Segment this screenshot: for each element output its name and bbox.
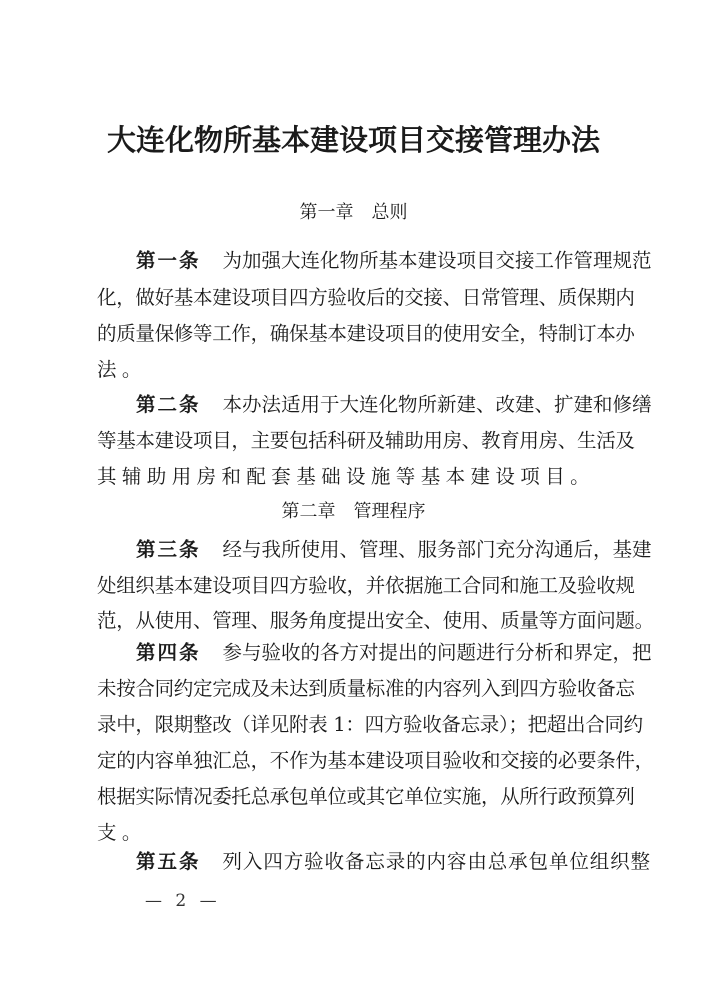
article-label: 第五条 — [136, 850, 201, 873]
article-4-line-2: 未按合同约定完成及未达到质量标准的内容列入到四方验收备忘 — [97, 677, 635, 700]
chapter-heading-1: 第一章 总则 — [299, 202, 408, 223]
article-4-line-4: 定的内容单独汇总，不作为基本建设项目验收和交接的必要条件， — [97, 749, 654, 772]
article-2-line-2: 等基本建设项目，主要包括科研及辅助用房、教育用房、生活及 — [97, 429, 635, 452]
article-4-line-1 — [136, 640, 656, 666]
article-label: 第一条 — [136, 249, 201, 272]
article-text: 列入四方验收备忘录的内容由总承包单位组织整 — [222, 850, 651, 873]
article-1-line-1 — [136, 248, 656, 274]
article-1-line-2: 化，做好基本建设项目四方验收后的交接、日常管理、质保期内 — [97, 286, 635, 309]
article-5-line-1 — [136, 849, 656, 875]
article-4-line-6: 支。 — [97, 821, 147, 844]
article-label: 第四条 — [136, 641, 201, 664]
article-label: 第二条 — [136, 393, 201, 416]
article-1-line-4: 法。 — [97, 358, 147, 381]
article-text: 参与验收的各方对提出的问题进行分析和界定，把 — [222, 641, 652, 664]
article-text: 为加强大连化物所基本建设项目交接工作管理规范 — [222, 249, 652, 272]
article-2-line-1 — [136, 392, 656, 418]
article-4-line-5: 根据实际情况委托总承包单位或其它单位实施，从所行政预算列 — [97, 785, 635, 808]
chapter-heading-2: 第二章 管理程序 — [281, 501, 426, 522]
article-text: 经与我所使用、管理、服务部门充分沟通后，基建 — [222, 538, 652, 561]
article-text: 本办法适用于大连化物所新建、改建、扩建和修缮 — [222, 393, 652, 416]
article-4-line-3: 录中，限期整改（详见附表 1：四方验收备忘录）；把超出合同约 — [97, 713, 643, 736]
article-3-line-1 — [136, 537, 656, 563]
page-number: — 2 — — [145, 891, 221, 911]
article-3-line-3: 范，从使用、管理、服务角度提出安全、使用、质量等方面问题。 — [97, 609, 654, 632]
article-label: 第三条 — [136, 538, 201, 561]
document-title: 大连化物所基本建设项目交接管理办法 — [106, 123, 600, 157]
article-1-line-3: 的质量保修等工作，确保基本建设项目的使用安全，特制订本办 — [97, 322, 635, 345]
article-3-line-2: 处组织基本建设项目四方验收，并依据施工合同和施工及验收规 — [97, 574, 635, 597]
article-2-line-3: 其辅助用房和配套基础设施等基本建设项目。 — [97, 465, 596, 488]
